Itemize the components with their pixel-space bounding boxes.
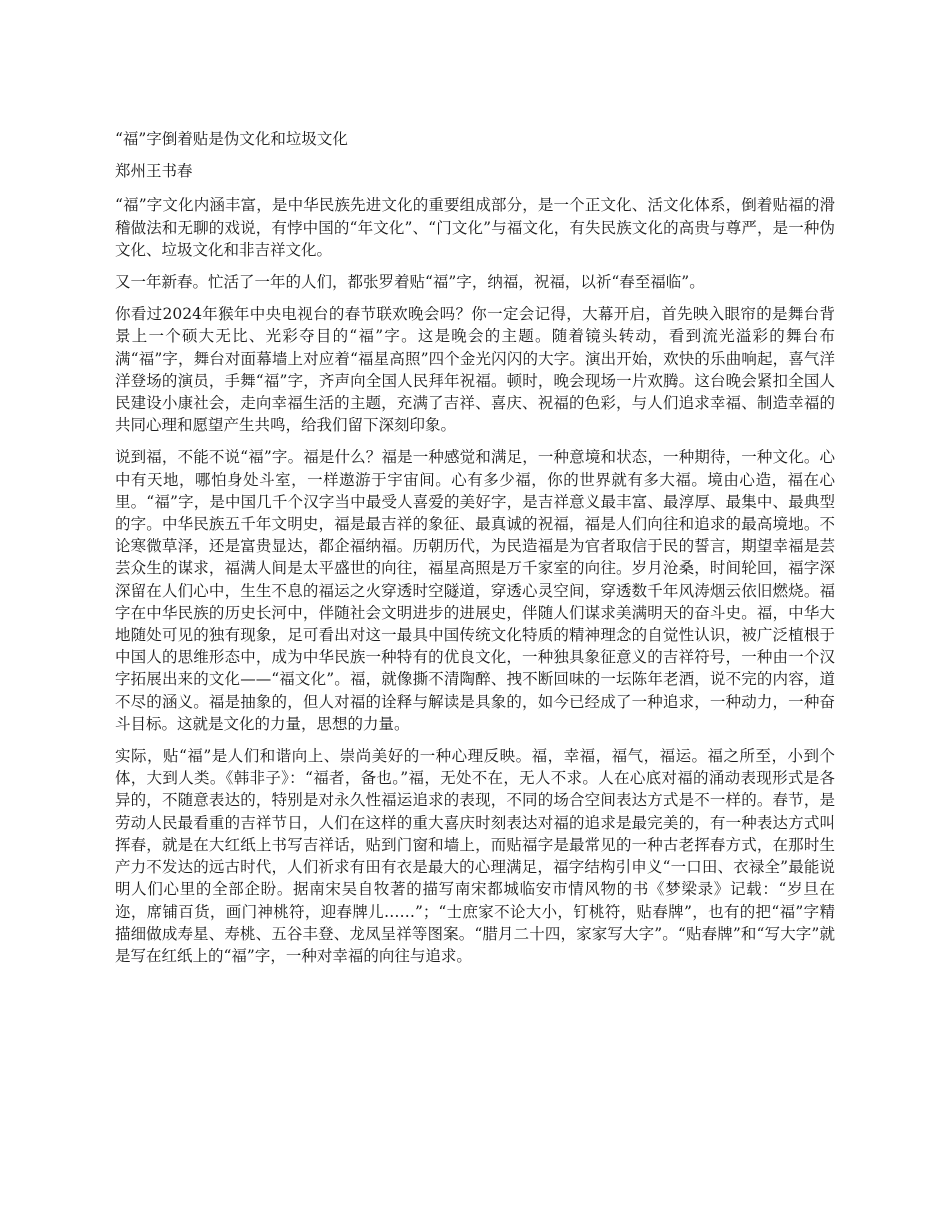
- paragraph-intro: “福”字文化内涵丰富，是中华民族先进文化的重要组成部分，是一个正文化、活文化体系，倒着贴福的滑稽做法和无聊的戏说，有悖中国的“年文化”、“门文化”与福文化，有失民族文化的高贵与尊严，是一种伪文化、垃圾文化和非吉祥文化。: [115, 196, 835, 259]
- document-page: [115, 128, 835, 977]
- paragraph-posting-fu: 实际，贴“福”是人们和谐向上、崇尚美好的一种心理反映。福，幸福，福气，福运。福之所至，小到个体，大到人类。《韩非子》：“福者，备也。”福，无处不在，无人不求。人在心底对福的涌动表现形式是各异的，不随意表达的，特别是对永久性福运追求的表现，不同的场合空间表达方式是不一样的。春节，是劳动人民最看重的吉祥节日，人们在这样的重大喜庆时刻表达对福的追求是最完美的，有一种表达方式叫挥春，就是在大红纸上书写吉祥话，贴到门窗和墙上，而贴福字是最常见的一种古老挥春方式，在那时生产力不发达的远古时代，人们祈求有田有衣是最大的心理满足，福字结构引申义“一口田、衣禄全”最能说明人们心里的全部企盼。据南宋吴自牧著的描写南宋都城临安市情风物的书《梦梁录》记载：“岁旦在迩，席铺百货，画门神桃符，迎春牌儿……”；“士庶家不论大小，钉桃符，贴春牌”，也有的把“福”字精描细做成寿星、寿桃、五谷丰登、龙凤呈祥等图案。“腊月二十四，家家写大字”。“贴春牌”和“写大字”就是写在红纸上的“福”字，一种对幸福的向往与追求。: [115, 747, 835, 965]
- paragraph-new-spring: 又一年新春。忙活了一年的人们，都张罗着贴“福”字，纳福，祝福，以祈“春至福临”。: [115, 273, 705, 292]
- article-title: “福”字倒着贴是伪文化和垃圾文化: [115, 130, 348, 148]
- paragraph-fu-character: 说到福，不能不说“福”字。福是什么？福是一种感觉和满足，一种意境和状态，一种期待，一种文化。心中有天地，哪怕身处斗室，一样遨游于宇宙间。心有多少福，你的世界就有多大福。境由心造，福在心里。“福”字，是中国几千个汉字当中最受人喜爱的美好字，是吉祥意义最丰富、最淳厚、最集中、最典型的字。中华民族五千年文明史，福是最吉祥的象征、最真诚的祝福，福是人们向往和追求的最高境地。不论寒微草泽，还是富贵显达，都企福纳福。历朝历代，为民造福是为官者取信于民的誓言，期望幸福是芸芸众生的谋求，福满人间是太平盛世的向往，福星高照是万千家室的向往。岁月沧桑，时间轮回，福字深深留在人们心中，生生不息的福运之火穿透时空隧道，穿透心灵空间，穿透数千年风涛烟云依旧燃烧。福字在中华民族的历史长河中，伴随社会文明进步的进展史，伴随人们谋求美满明天的奋斗史。福，中华大地随处可见的独有现象，足可看出对这一最具中国传统文化特质的精神理念的自觉性认识，被广泛植根于中国人的思维形态中，成为中华民族一种特有的优良文化，一种独具象征意义的吉祥符号，一种由一个汉字拓展出来的文化——“福文化”。福，就像撕不清陶醉、拽不断回味的一坛陈年老酒，说不完的内容，道不尽的涵义。福是抽象的，但人对福的诠释与解读是具象的，如今已经成了一种追求，一种动力，一种奋斗目标。这就是文化的力量，思想的力量。: [115, 448, 835, 733]
- article-author: 郑州王书春: [115, 162, 193, 181]
- paragraph-gala: 你看过2024年猴年中央电视台的春节联欢晚会吗？你一定会记得，大幕开启，首先映入眼帘的是舞台背景上一个硕大无比、光彩夺目的“福”字。这是晚会的主题。随着镜头转动，看到流光溢彩的舞台布满“福”字，舞台对面幕墙上对应着“福星高照”四个金光闪闪的大字。演出开始，欢快的乐曲响起，喜气洋洋登场的演员，手舞“福”字，齐声向全国人民拜年祝福。顿时，晚会现场一片欢腾。这台晚会紧扣全国人民建设小康社会，走向幸福生活的主题，充满了吉祥、喜庆、祝福的色彩，与人们追求幸福、制造幸福的共同心理和愿望产生共鸣，给我们留下深刻印象。: [115, 305, 835, 435]
